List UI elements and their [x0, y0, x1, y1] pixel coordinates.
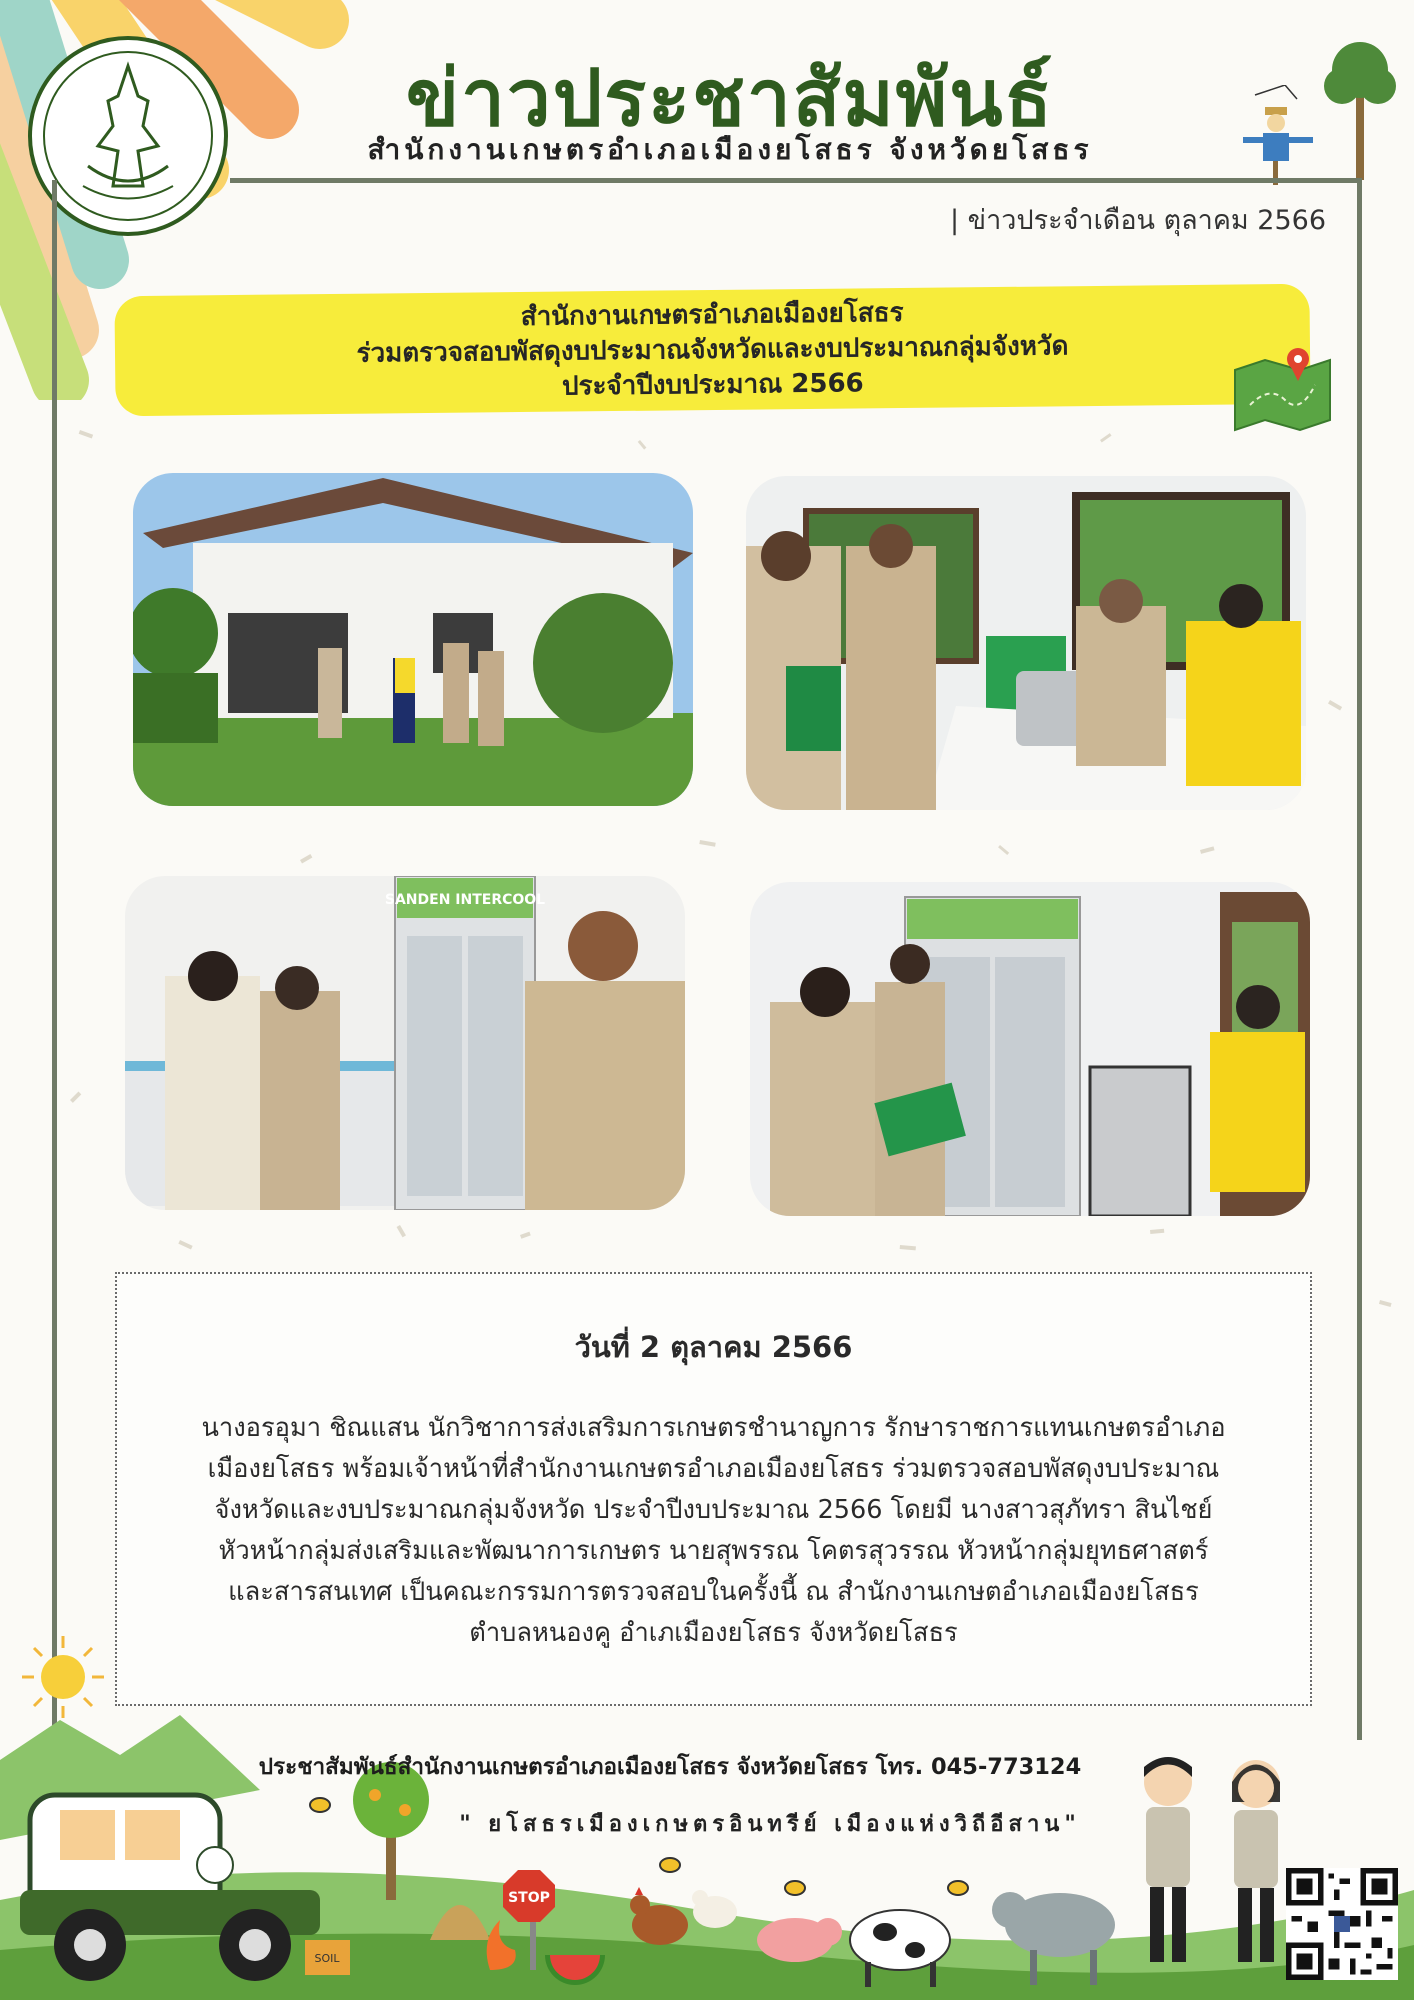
hen-icon: [692, 1890, 737, 1928]
photo-office-building: [133, 473, 693, 806]
slogan: " ยโสธรเมืองเกษตรอินทรีย์ เมืองแห่งวิถีอีสาน": [459, 1812, 1081, 1837]
article-line: จังหวัดและงบประมาณกลุ่มจังหวัด ประจำปีงบประมาณ 2566 โดยมี นางสาวสุภัทรา สินไชย์: [214, 1495, 1213, 1525]
bee-icon: [660, 1858, 680, 1872]
article-line: เมืองยโสธร พร้อมเจ้าหน้าที่สำนักงานเกษตรอำเภอเมืองยโสธร ร่วมตรวจสอบพัสดุงบประมาณ: [207, 1454, 1220, 1484]
article-box: [115, 1272, 1312, 1706]
headline-line-3: ประจำปีงบประมาณ 2566: [561, 367, 864, 402]
staff-characters: [1128, 1752, 1298, 1972]
map-pin-icon: [1230, 345, 1335, 435]
qr-code[interactable]: [1286, 1868, 1398, 1980]
svg-text:STOP: STOP: [508, 1890, 550, 1906]
svg-text:SOIL: SOIL: [314, 1952, 340, 1965]
bee-icon: [785, 1881, 805, 1895]
rooster-icon: [630, 1887, 688, 1945]
month-label: | ข่าวประจำเดือน ตุลาคม 2566: [950, 205, 1326, 236]
scarecrow-icon: [1235, 85, 1320, 185]
photo-inspection-pressure-cooker: [746, 476, 1306, 810]
tree-icon: [1320, 30, 1400, 180]
article-line: นางอรอุมา ชิณแสน นักวิชาการส่งเสริมการเกษตรชำนาญการ รักษาราชการแทนเกษตรอำเภอ: [201, 1413, 1226, 1443]
article-date: วันที่ 2 ตุลาคม 2566: [574, 1330, 853, 1364]
soil-box-icon: [305, 1940, 350, 1975]
frame-top-line: [230, 178, 1362, 183]
headline-banner: [114, 284, 1310, 417]
page-title: ข่าวประชาสัมพันธ์: [405, 54, 1055, 144]
photo-inspection-freezer: [750, 882, 1310, 1216]
article-line: หัวหน้ากลุ่มส่งเสริมและพัฒนาการเกษตร นายสุพรรณ โคตรสุวรรณ หัวหน้ากลุ่มยุทธศาสตร์: [218, 1536, 1209, 1566]
headline-line-2: ร่วมตรวจสอบพัสดุงบประมาณจังหวัดและงบประมาณกลุ่มจังหวัด: [356, 330, 1069, 369]
photo-inspection-refrigerator: [125, 876, 685, 1210]
article-line: และสารสนเทศ เป็นคณะกรรมการตรวจสอบในครั้งนี้ ณ สำนักงานเกษตอำเภอเมืองยโสธร: [228, 1577, 1199, 1607]
headline-line-1: สำนักงานเกษตรอำเภอเมืองยโสธร: [520, 297, 904, 332]
office-subtitle: สำนักงานเกษตรอำเภอเมืองยโสธร จังหวัดยโสธร: [367, 133, 1093, 166]
bee-icon: [948, 1881, 968, 1895]
article-body: [127, 1408, 1300, 1654]
frame-right-line: [1357, 180, 1362, 1740]
frame-left-line: [52, 180, 57, 1740]
contact-info: ประชาสัมพันธ์สำนักงานเกษตรอำเภอเมืองยโสธร จังหวัดยโสธร โทร. 045-773124: [258, 1754, 1082, 1780]
doae-seal-logo: [28, 36, 228, 236]
bee-icon: [310, 1798, 330, 1812]
article-line: ตำบลหนองคู อำเภเมืองยโสธร จังหวัดยโสธร: [469, 1618, 958, 1648]
fridge-brand-label: SANDEN INTERCOOL: [384, 892, 546, 908]
